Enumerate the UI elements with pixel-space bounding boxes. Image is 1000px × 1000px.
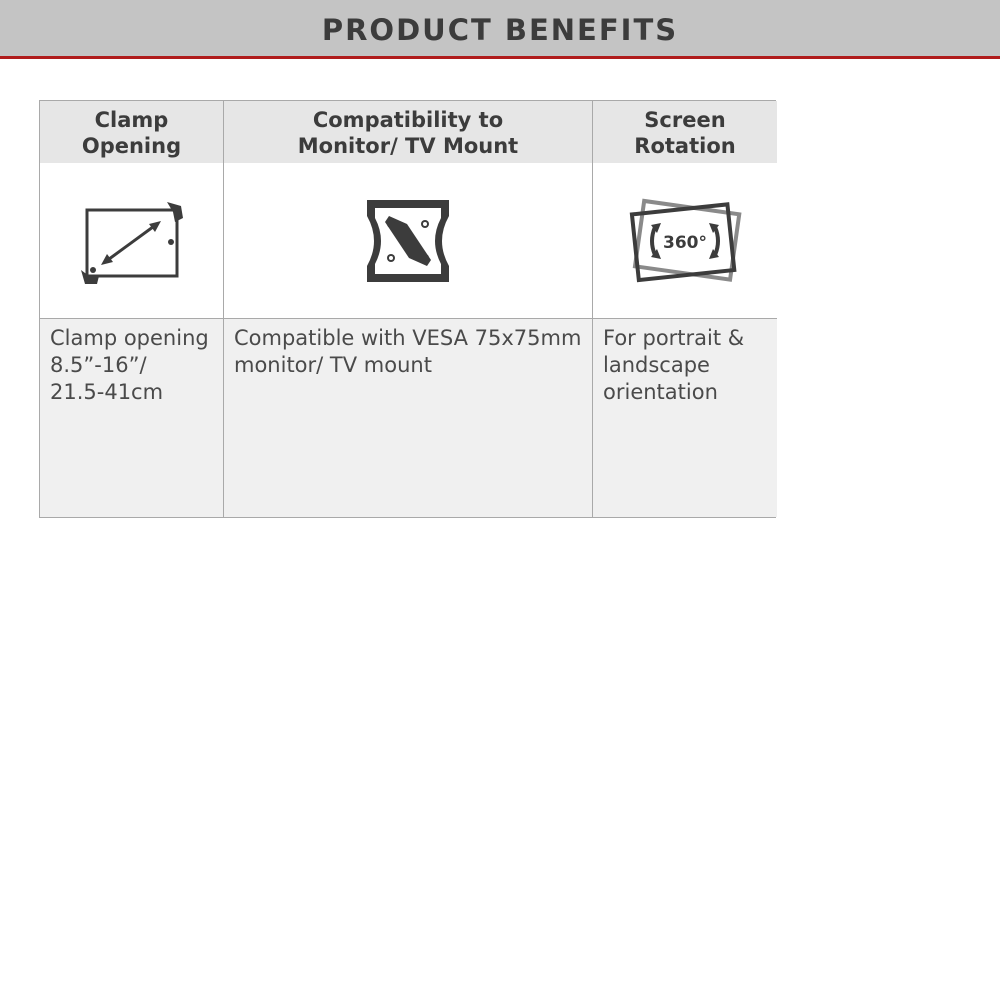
clamp-opening-icon (77, 196, 187, 286)
column-heading-compatibility (224, 101, 593, 163)
heading-line: Opening (81, 134, 182, 158)
icon-cell-clamp (40, 163, 224, 319)
heading-line: Clamp (94, 108, 169, 132)
rotation-360-icon (625, 191, 745, 291)
description-compatibility: Compatible with VESA 75x75mm monitor/ TV mount (224, 319, 593, 517)
heading-line: Compatibility to (312, 108, 504, 132)
heading-line: Screen (644, 108, 726, 132)
column-heading-rotation (593, 101, 777, 163)
heading-line: Rotation (634, 134, 736, 158)
description-clamp: Clamp opening 8.5”-16”/ 21.5-41cm (40, 319, 224, 517)
heading-line: Monitor/ TV Mount (297, 134, 519, 158)
benefits-table (39, 100, 776, 518)
icon-cell-rotation (593, 163, 777, 319)
rotation-degree-label: 360° (663, 232, 707, 253)
page-title: PRODUCT BENEFITS (321, 13, 679, 47)
column-heading-clamp (40, 101, 224, 163)
icon-cell-compatibility (224, 163, 593, 319)
vesa-plate-icon (363, 196, 453, 286)
description-rotation: For portrait & landscape orientation (593, 319, 777, 517)
header-bar (0, 0, 1000, 59)
